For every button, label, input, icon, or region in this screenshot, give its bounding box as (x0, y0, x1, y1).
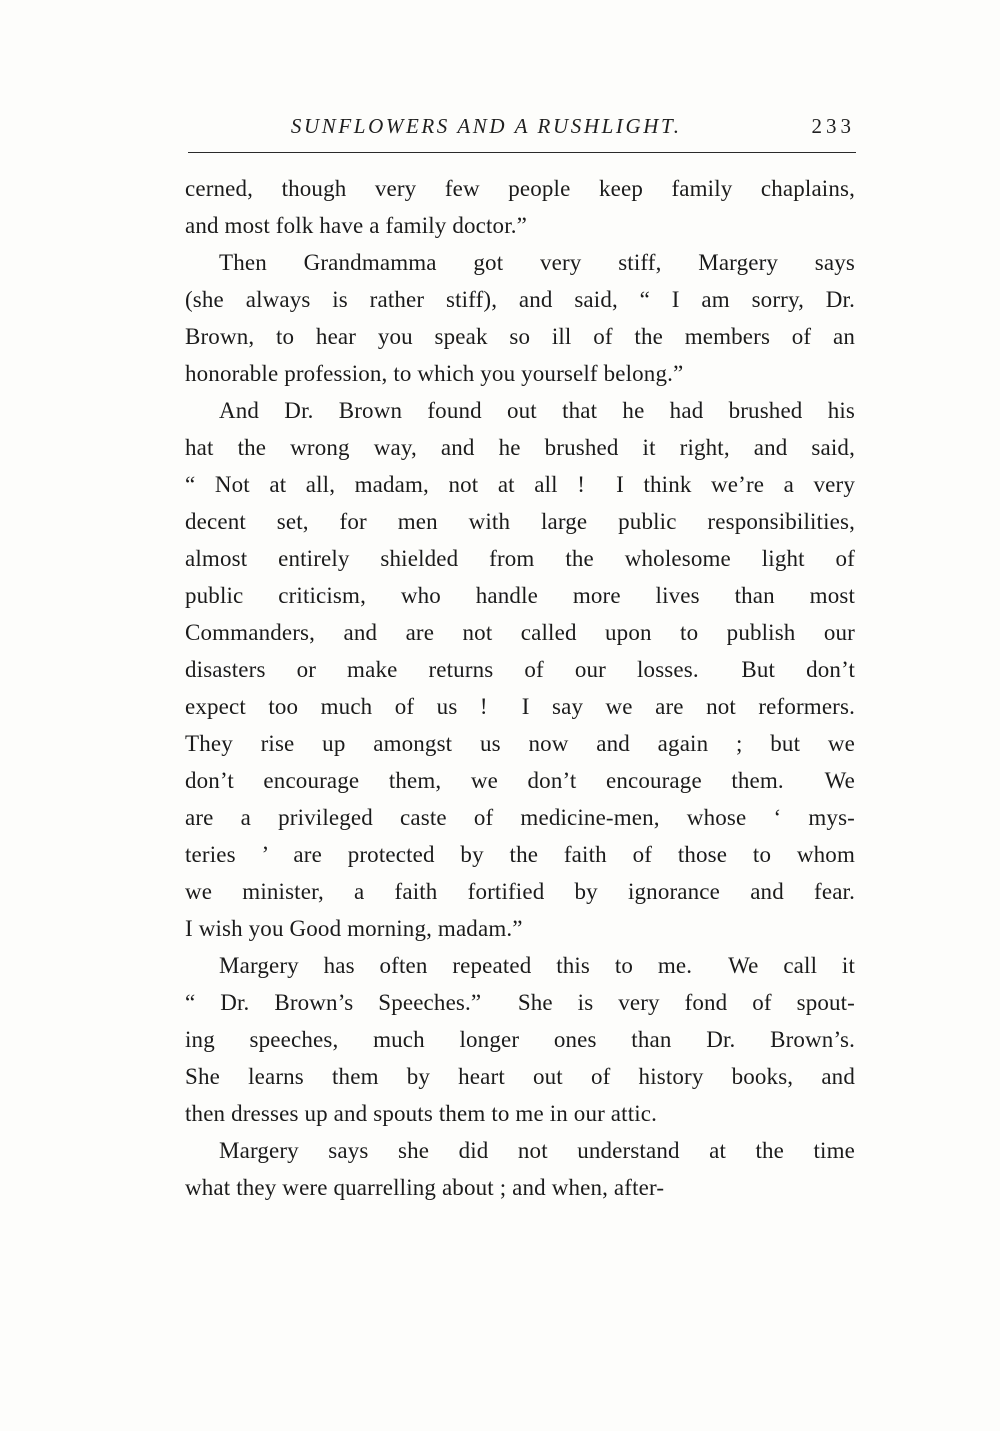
paragraph: Then Grandmamma got very stiff, Margery says (she always is rather stiff), and said, “ I am sorry, Dr. Brown, to hear you speak so ill of the members of an honorable profession, to which you yourself belong.” (185, 250, 855, 386)
running-header (185, 114, 855, 139)
paragraph: And Dr. Brown found out that he had brushed his hat the wrong way, and he brushed it right, and said, “ Not at all, madam, not at all ! I think we’re a very decent set, for men with large public responsibilities, almost entirely shielded from the wholesome light of public criticism, who handle more lives than most Commanders, and are not called upon to publish our disasters or make returns of our losses. But don’t expect too much of us ! I say we are not reformers. They rise up amongst us now and again ; but we don’t encourage them, we don’t encourage them. We are a privileged caste of medicine-men, whose ‘ mys- teries ’ are protected by the faith of those to whom we minister, a faith fortified by ignorance and fear. I wish you Good morning, madam.” (185, 398, 855, 941)
page-number: 233 (811, 114, 855, 138)
paragraph: Margery says she did not understand at the time what they were quarrelling about ; and when, after- (185, 1138, 855, 1200)
paragraph: Margery has often repeated this to me. We call it “ Dr. Brown’s Speeches.” She is very fond of spout- ing speeches, much longer ones than Dr. Brown’s. She learns them by heart out of history books, and then dresses up and spouts them to me in our attic. (185, 953, 855, 1126)
body-text (185, 170, 855, 1206)
running-header-title: SUNFLOWERS AND A RUSHLIGHT. (290, 114, 682, 138)
paragraph: cerned, though very few people keep family chaplains, and most folk have a family doctor.” (185, 176, 855, 238)
header-divider (188, 152, 856, 153)
